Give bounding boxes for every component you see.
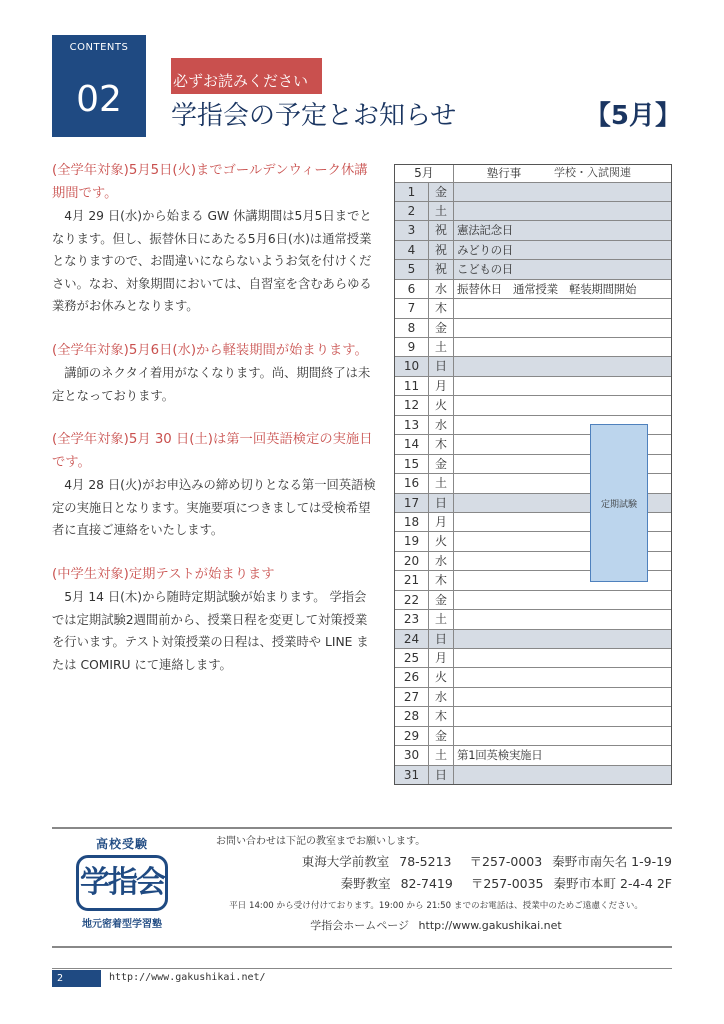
branch-tokai bbox=[200, 851, 672, 873]
calendar-row bbox=[395, 298, 671, 317]
calendar-row bbox=[395, 590, 671, 609]
calendar-event bbox=[454, 591, 671, 609]
calendar-weekday: 土 bbox=[429, 746, 454, 764]
branch-postal: 〒257-0035 bbox=[470, 876, 544, 891]
calendar-row bbox=[395, 745, 671, 764]
calendar-weekday: 日 bbox=[429, 766, 454, 784]
calendar-event bbox=[454, 668, 671, 686]
calendar-header-row bbox=[395, 165, 671, 182]
calendar-weekday: 火 bbox=[429, 532, 454, 550]
phone-hours-note: 平日 14:00 から受け付けております。19:00 から 21:50 までのお電話は、授業中のためご遠慮ください。 bbox=[229, 901, 643, 911]
notice-heading: (全学年対象)5月 30 日(土)は第一回英語検定の実施日です。 bbox=[52, 432, 373, 470]
calendar-day: 8 bbox=[395, 319, 429, 337]
calendar-weekday: 月 bbox=[429, 377, 454, 395]
calendar-weekday: 水 bbox=[429, 688, 454, 706]
page-footer-url[interactable]: http://www.gakushikai.net/ bbox=[109, 972, 266, 983]
calendar-event bbox=[454, 727, 671, 745]
calendar-row bbox=[395, 259, 671, 278]
calendar-event bbox=[454, 338, 671, 356]
calendar-day: 18 bbox=[395, 513, 429, 531]
calendar-day: 24 bbox=[395, 630, 429, 648]
notice-body: 5月 14 日(木)から随時定期試験が始まります。 学指会では定期試験2週間前から、授業日程を変更して対策授業を行います。テスト対策授業の日程は、授業時や LINE または COMIRU にて連絡します。 bbox=[52, 590, 369, 672]
calendar-day: 29 bbox=[395, 727, 429, 745]
footer-bottom-rule bbox=[52, 946, 672, 948]
notices bbox=[52, 160, 377, 698]
calendar-day: 9 bbox=[395, 338, 429, 356]
branch-name: 東海大学前教室 bbox=[301, 854, 390, 869]
calendar-event bbox=[454, 766, 671, 784]
calendar-event bbox=[454, 299, 671, 317]
logo-top-text: 高校受験 bbox=[95, 837, 148, 851]
calendar-row bbox=[395, 706, 671, 725]
calendar-weekday: 金 bbox=[429, 727, 454, 745]
notice-heading: (全学年対象)5月6日(水)から軽装期間が始まります。 bbox=[52, 342, 368, 358]
calendar-event bbox=[454, 610, 671, 628]
calendar-day: 6 bbox=[395, 280, 429, 298]
calendar-weekday: 日 bbox=[429, 357, 454, 375]
notice-body: 4月 28 日(火)がお申込みの締め切りとなる第一回英語検定の実施日となります。実施要項につきましては受検希望者に直接ご連絡をいたします。 bbox=[52, 478, 376, 537]
notice-heading: (全学年対象)5月5日(火)までゴールデンウィーク休講期間です。 bbox=[52, 163, 368, 201]
calendar-row bbox=[395, 279, 671, 298]
calendar-event bbox=[454, 396, 671, 414]
calendar-row bbox=[395, 687, 671, 706]
notice-golden-week bbox=[52, 160, 377, 318]
notice-casual-wear bbox=[52, 340, 377, 408]
calendar-weekday: 火 bbox=[429, 668, 454, 686]
homepage-link[interactable]: http://www.gakushikai.net bbox=[418, 919, 562, 932]
branch-name: 秦野教室 bbox=[340, 876, 391, 891]
calendar-day: 26 bbox=[395, 668, 429, 686]
calendar-day: 28 bbox=[395, 707, 429, 725]
calendar-day: 5 bbox=[395, 260, 429, 278]
calendar-weekday: 日 bbox=[429, 494, 454, 512]
calendar-weekday: 金 bbox=[429, 591, 454, 609]
exam-period-block bbox=[590, 424, 648, 582]
calendar-school-header: 学校・入試関連 bbox=[554, 166, 631, 179]
calendar-day: 25 bbox=[395, 649, 429, 667]
calendar-weekday: 月 bbox=[429, 513, 454, 531]
calendar-weekday: 祝 bbox=[429, 260, 454, 278]
calendar-event bbox=[454, 688, 671, 706]
calendar-day: 17 bbox=[395, 494, 429, 512]
gakushikai-logo bbox=[72, 835, 172, 930]
calendar-weekday: 土 bbox=[429, 610, 454, 628]
page-number: 2 bbox=[52, 970, 101, 987]
branch-phone: 82-7419 bbox=[400, 876, 453, 891]
calendar-day: 1 bbox=[395, 183, 429, 201]
contact-intro: お問い合わせは下記の教室までお願いします。 bbox=[216, 836, 426, 847]
footer-top-rule bbox=[52, 827, 672, 829]
calendar-row bbox=[395, 356, 671, 375]
calendar-row bbox=[395, 318, 671, 337]
homepage-line bbox=[200, 916, 672, 936]
calendar-weekday: 木 bbox=[429, 571, 454, 589]
calendar-event bbox=[454, 377, 671, 395]
calendar-event: 憲法記念日 bbox=[457, 223, 513, 238]
contents-label: CONTENTS bbox=[69, 42, 129, 53]
calendar-month-header: 5月 bbox=[395, 165, 454, 182]
calendar-day: 27 bbox=[395, 688, 429, 706]
calendar-event bbox=[454, 357, 671, 375]
calendar-weekday: 月 bbox=[429, 649, 454, 667]
branch-address: 秦野市本町 2-4-4 2F bbox=[553, 876, 672, 891]
calendar-weekday: 木 bbox=[429, 435, 454, 453]
calendar-event bbox=[454, 649, 671, 667]
calendar-day: 16 bbox=[395, 474, 429, 492]
calendar-weekday: 火 bbox=[429, 396, 454, 414]
page-title: 学指会の予定とお知らせ bbox=[171, 101, 457, 131]
branch-postal: 〒257-0003 bbox=[469, 854, 543, 869]
calendar-weekday: 水 bbox=[429, 552, 454, 570]
must-read-label: 必ずお読みください bbox=[173, 72, 309, 90]
calendar-row bbox=[395, 765, 671, 784]
calendar-weekday: 水 bbox=[429, 280, 454, 298]
calendar-event bbox=[454, 630, 671, 648]
calendar-row bbox=[395, 609, 671, 628]
notice-eiken bbox=[52, 429, 377, 542]
calendar-day: 15 bbox=[395, 455, 429, 473]
calendar-day: 7 bbox=[395, 299, 429, 317]
contents-badge bbox=[52, 35, 146, 137]
calendar-event: こどもの日 bbox=[457, 262, 513, 277]
calendar-row bbox=[395, 337, 671, 356]
calendar-day: 23 bbox=[395, 610, 429, 628]
calendar-event: 第1回英検実施日 bbox=[457, 748, 543, 763]
calendar-row bbox=[395, 667, 671, 686]
calendar-weekday: 金 bbox=[429, 455, 454, 473]
calendar-day: 12 bbox=[395, 396, 429, 414]
calendar-event bbox=[454, 319, 671, 337]
title-month: 【5月】 bbox=[584, 101, 681, 131]
calendar-day: 19 bbox=[395, 532, 429, 550]
calendar-day: 3 bbox=[395, 221, 429, 239]
branch-hadano bbox=[200, 873, 672, 895]
exam-period-label: 定期試験 bbox=[600, 499, 637, 510]
calendar-row bbox=[395, 648, 671, 667]
calendar-day: 20 bbox=[395, 552, 429, 570]
calendar-weekday: 日 bbox=[429, 630, 454, 648]
calendar-row bbox=[395, 201, 671, 220]
calendar-row bbox=[395, 376, 671, 395]
calendar-day: 14 bbox=[395, 435, 429, 453]
calendar-juku-header: 塾行事 bbox=[486, 166, 522, 180]
calendar-day: 31 bbox=[395, 766, 429, 784]
logo-bottom-text: 地元密着型学習塾 bbox=[82, 919, 162, 930]
contact-block bbox=[200, 833, 672, 936]
calendar-day: 2 bbox=[395, 202, 429, 220]
calendar-weekday: 祝 bbox=[429, 241, 454, 259]
calendar-day: 4 bbox=[395, 241, 429, 259]
calendar-day: 30 bbox=[395, 746, 429, 764]
calendar-row bbox=[395, 182, 671, 201]
notice-body: 講師のネクタイ着用がなくなります。尚、期間終了は未定となっております。 bbox=[52, 366, 371, 403]
calendar-row bbox=[395, 240, 671, 259]
logo-main-text: 学指会 bbox=[76, 855, 168, 911]
calendar-day: 11 bbox=[395, 377, 429, 395]
contents-number: 02 bbox=[76, 79, 122, 120]
calendar-event: 振替休日 通常授業 軽装期間開始 bbox=[457, 281, 637, 296]
notice-body: 4月 29 日(水)から始まる GW 休講期間は5月5日までとなります。但し、振替休日にあたる5月6日(水)は通常授業となりますので、お間違いにならないようお気を付けください。なお、対象期間においては、自習室を含むあらゆる業務がお休みとなります。 bbox=[52, 209, 372, 313]
calendar-event bbox=[454, 202, 671, 220]
calendar-weekday: 土 bbox=[429, 338, 454, 356]
calendar-weekday: 祝 bbox=[429, 221, 454, 239]
branch-phone: 78-5213 bbox=[399, 854, 452, 869]
notice-heading: (中学生対象)定期テストが始まります bbox=[52, 566, 275, 582]
calendar-event bbox=[454, 183, 671, 201]
calendar-day: 22 bbox=[395, 591, 429, 609]
homepage-label: 学指会ホームページ bbox=[310, 919, 410, 932]
calendar-event bbox=[454, 707, 671, 725]
calendar-row bbox=[395, 220, 671, 239]
calendar-row bbox=[395, 395, 671, 414]
calendar-weekday: 金 bbox=[429, 319, 454, 337]
calendar-weekday: 土 bbox=[429, 474, 454, 492]
calendar-weekday: 水 bbox=[429, 416, 454, 434]
calendar-day: 13 bbox=[395, 416, 429, 434]
calendar-day: 10 bbox=[395, 357, 429, 375]
branch-address: 秦野市南矢名 1-9-19 bbox=[552, 854, 672, 869]
calendar-weekday: 木 bbox=[429, 299, 454, 317]
calendar-row bbox=[395, 726, 671, 745]
calendar-event: みどりの日 bbox=[457, 242, 513, 257]
must-read-banner bbox=[171, 58, 322, 94]
calendar-day: 21 bbox=[395, 571, 429, 589]
calendar-weekday: 金 bbox=[429, 183, 454, 201]
calendar-row bbox=[395, 629, 671, 648]
notice-exams bbox=[52, 564, 377, 677]
page-footer-rule bbox=[52, 968, 672, 969]
title-line bbox=[171, 95, 681, 132]
calendar-weekday: 木 bbox=[429, 707, 454, 725]
calendar-weekday: 土 bbox=[429, 202, 454, 220]
